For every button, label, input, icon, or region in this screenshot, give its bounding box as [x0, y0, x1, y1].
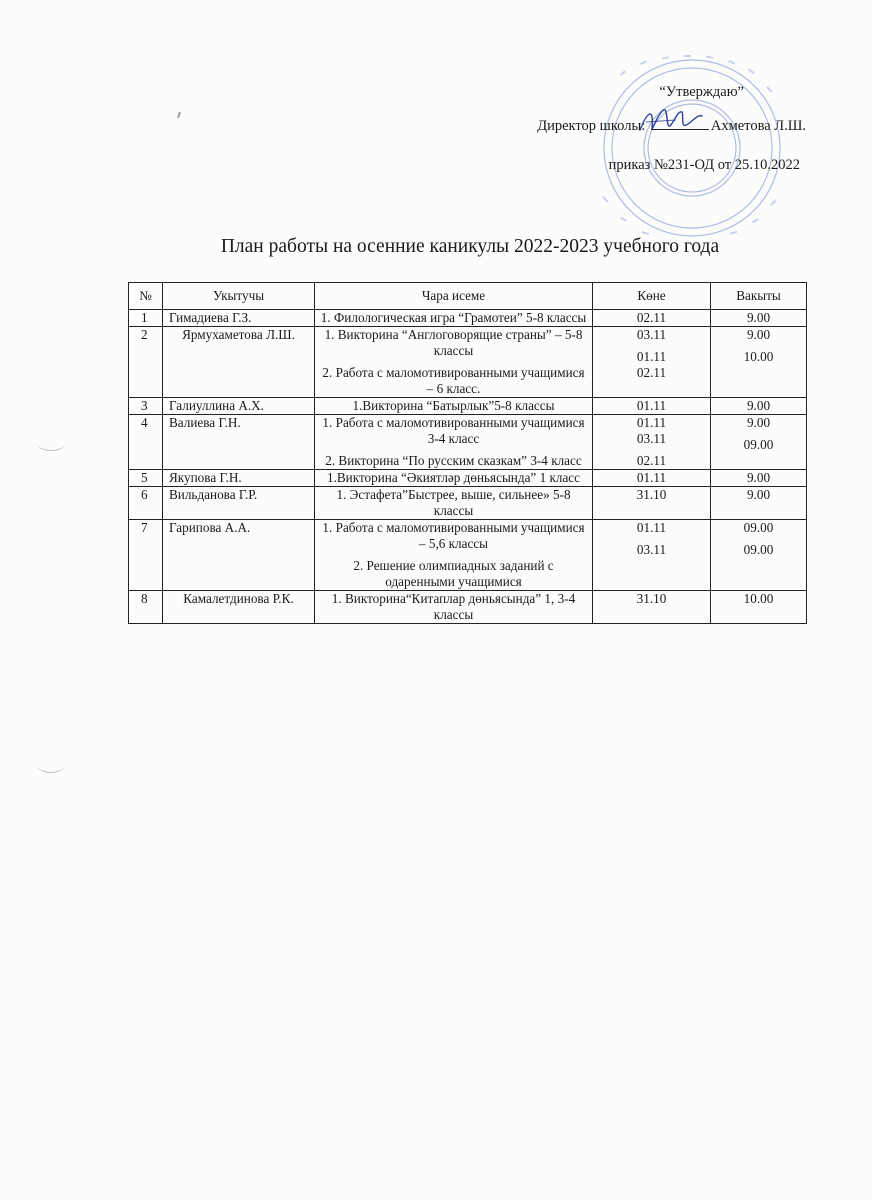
- event-time-cell: [711, 470, 807, 487]
- teacher-name: Ярмухаметова Л.Ш.: [163, 327, 315, 398]
- director-signature: [636, 104, 706, 138]
- event-date: 02.11: [636, 310, 667, 325]
- row-number: 1: [129, 310, 163, 327]
- event-date-cell: [593, 487, 711, 520]
- event-time: 10.00: [743, 349, 774, 364]
- row-number: 4: [129, 415, 163, 470]
- teacher-name: Якупова Г.Н.: [163, 470, 315, 487]
- event-name: 1.Викторина “Батырлык”5-8 классы: [352, 398, 555, 413]
- director-name: Ахметова Л.Ш.: [710, 118, 806, 134]
- event-date: 01.11: [636, 520, 667, 535]
- event-time: 9.00: [746, 415, 771, 430]
- school-seal-stamp: [580, 48, 840, 248]
- event-name-cell: [315, 591, 593, 624]
- punch-hole-mark: [37, 758, 65, 773]
- punch-hole-mark: [37, 436, 65, 451]
- teacher-name: Камалетдинова Р.К.: [163, 591, 315, 624]
- row-number: 2: [129, 327, 163, 398]
- teacher-name: Галиуллина А.Х.: [163, 398, 315, 415]
- event-date: 02.11: [636, 453, 667, 468]
- event-name: 1. Работа с маломотивированными учащимися 3-4 класс: [322, 415, 585, 446]
- teacher-name: Вильданова Г.Р.: [163, 487, 315, 520]
- event-name-cell: [315, 310, 593, 327]
- event-date: 31.10: [636, 487, 667, 502]
- col-header-teacher: Укытучы: [163, 283, 315, 310]
- table-row: [129, 470, 807, 487]
- scan-mark: [177, 112, 181, 118]
- table-row: [129, 398, 807, 415]
- event-date-cell: [593, 398, 711, 415]
- plan-table: [128, 282, 807, 624]
- event-time: 10.00: [743, 591, 774, 606]
- table-row: [129, 591, 807, 624]
- document-title: План работы на осенние каникулы 2022-2023 учебного года: [220, 236, 720, 257]
- event-date-cell: [593, 591, 711, 624]
- event-date: 01.11 02.11: [636, 349, 667, 380]
- event-date: 03.11: [636, 327, 667, 342]
- col-header-date: Көне: [593, 283, 711, 310]
- event-time: 09.00: [743, 437, 774, 452]
- event-time-cell: [711, 398, 807, 415]
- teacher-name: Гарипова А.А.: [163, 520, 315, 591]
- event-name: 2. Викторина “По русским сказкам” 3-4 класс: [325, 453, 582, 468]
- event-name-cell: [315, 487, 593, 520]
- event-time-cell: [711, 520, 807, 591]
- event-time: 9.00: [746, 470, 771, 485]
- table-row: [129, 327, 807, 398]
- event-date: 03.11: [636, 542, 667, 557]
- table-row: [129, 415, 807, 470]
- event-name: 1. Эстафета”Быстрее, выше, сильнее» 5-8 классы: [336, 487, 571, 518]
- event-name-cell: [315, 415, 593, 470]
- row-number: 3: [129, 398, 163, 415]
- row-number: 5: [129, 470, 163, 487]
- col-header-event: Чара исеме: [315, 283, 593, 310]
- event-name: 2. Работа с маломотивированными учащимися – 6 класс.: [322, 365, 585, 396]
- event-time-cell: [711, 487, 807, 520]
- event-date-cell: [593, 415, 711, 470]
- event-name-cell: [315, 398, 593, 415]
- event-date-cell: [593, 470, 711, 487]
- table-row: [129, 310, 807, 327]
- event-time-cell: [711, 310, 807, 327]
- event-time: 09.00: [743, 520, 774, 535]
- event-name-cell: [315, 470, 593, 487]
- order-reference: приказ №231-ОД от 25.10.2022: [608, 157, 800, 173]
- col-header-time: Вакыты: [711, 283, 807, 310]
- event-name: 1. Викторина“Китаплар дөньясында” 1, 3-4 классы: [331, 591, 576, 622]
- table-row: [129, 520, 807, 591]
- event-name: 1. Филологическая игра “Грамотеи” 5-8 классы: [320, 310, 587, 325]
- event-date: 01.11 03.11: [636, 415, 667, 446]
- approval-heading: “Утверждаю”: [659, 84, 744, 100]
- row-number: 6: [129, 487, 163, 520]
- event-time: 09.00: [743, 542, 774, 557]
- event-name-cell: [315, 327, 593, 398]
- event-date: 01.11: [636, 470, 667, 485]
- event-time: 9.00: [746, 327, 771, 342]
- table-header-row: [129, 283, 807, 310]
- event-name-cell: [315, 520, 593, 591]
- director-label: Директор школы:: [537, 118, 646, 134]
- event-time: 9.00: [746, 398, 771, 413]
- col-header-number: №: [129, 283, 163, 310]
- event-name: 2. Решение олимпиадных заданий с одаренными учащимися: [353, 558, 554, 589]
- event-date: 01.11: [636, 398, 667, 413]
- event-time: 9.00: [746, 487, 771, 502]
- event-time-cell: [711, 327, 807, 398]
- teacher-name: Гимадиева Г.З.: [163, 310, 315, 327]
- event-name: 1. Викторина “Англоговорящие страны” – 5-8 классы: [324, 327, 583, 358]
- event-time: 9.00: [746, 310, 771, 325]
- event-name: 1. Работа с маломотивированными учащимися – 5,6 классы: [322, 520, 585, 551]
- event-time-cell: [711, 415, 807, 470]
- event-date: 31.10: [636, 591, 667, 606]
- event-date-cell: [593, 327, 711, 398]
- teacher-name: Валиева Г.Н.: [163, 415, 315, 470]
- row-number: 8: [129, 591, 163, 624]
- event-name: 1.Викторина “Әкиятләр дөньясында” 1 класс: [326, 470, 581, 485]
- table-row: [129, 487, 807, 520]
- event-date-cell: [593, 520, 711, 591]
- event-time-cell: [711, 591, 807, 624]
- event-date-cell: [593, 310, 711, 327]
- row-number: 7: [129, 520, 163, 591]
